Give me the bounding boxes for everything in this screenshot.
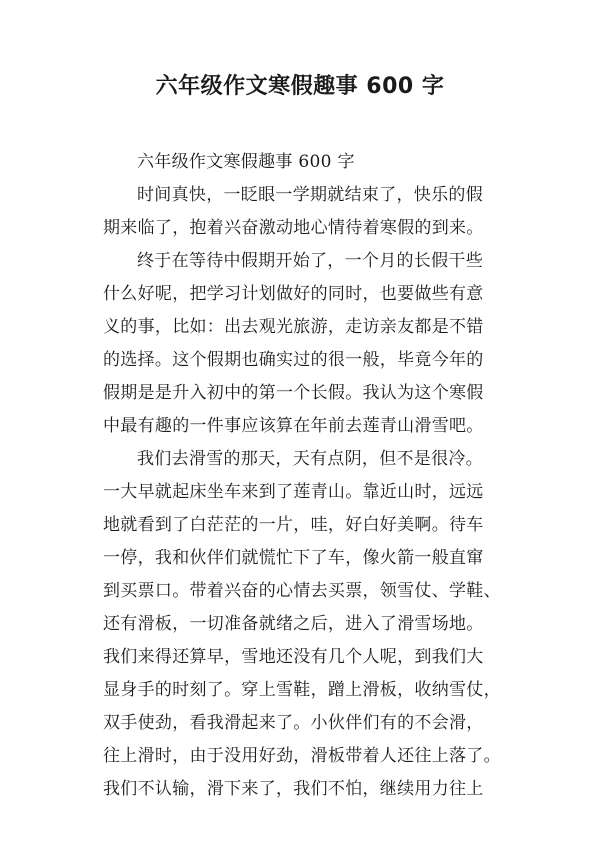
body-line: 的选择。这个假期也确实过的很一般，毕竟今年的 — [103, 350, 484, 370]
body-line: 一大早就起床坐车来到了莲青山。靠近山时，远远 — [103, 482, 484, 502]
document-title: 六年级作文寒假趣事 600 字 — [155, 74, 445, 99]
body-line: 一停，我和伙伴们就慌忙下了车，像火箭一般直窜 — [103, 548, 484, 568]
body-line: 往上滑时，由于没用好劲，滑板带着人还往上落了。 — [103, 746, 501, 766]
body-line: 地就看到了白茫茫的一片，哇，好白好美啊。待车 — [103, 515, 484, 535]
body-line: 中最有趣的一件事应该算在年前去莲青山滑雪吧。 — [103, 416, 484, 436]
body-line: 双手使劲，看我滑起来了。小伙伴们有的不会滑， — [103, 713, 484, 733]
body-line: 终于在等待中假期开始了，一个月的长假干些 — [137, 251, 483, 271]
body-line: 假期是是升入初中的第一个长假。我认为这个寒假 — [103, 383, 484, 403]
body-line: 我们来得还算早，雪地还没有几个人呢，到我们大 — [103, 647, 484, 667]
body-line: 义的事，比如：出去观光旅游，走访亲友都是不错 — [103, 317, 484, 337]
body-line: 到买票口。带着兴奋的心情去买票，领雪仗、学鞋、 — [103, 581, 501, 601]
body-line: 还有滑板，一切准备就绪之后，进入了滑雪场地。 — [103, 614, 484, 634]
document-body — [103, 146, 503, 806]
body-line: 什么好呢，把学习计划做好的同时，也要做些有意 — [103, 284, 484, 304]
body-line: 时间真快，一眨眼一学期就结束了，快乐的假 — [137, 185, 483, 205]
body-line: 我们去滑雪的那天，天有点阴，但不是很冷。 — [137, 449, 483, 469]
body-subtitle-line: 六年级作文寒假趣事 600 字 — [137, 152, 355, 172]
body-line: 期来临了，抱着兴奋激动地心情待着寒假的到来。 — [103, 218, 484, 238]
body-line: 我们不认输，滑下来了，我们不怕，继续用力往上 — [103, 779, 484, 799]
body-line: 显身手的时刻了。穿上雪鞋，蹭上滑板，收纳雪仗， — [103, 680, 501, 700]
